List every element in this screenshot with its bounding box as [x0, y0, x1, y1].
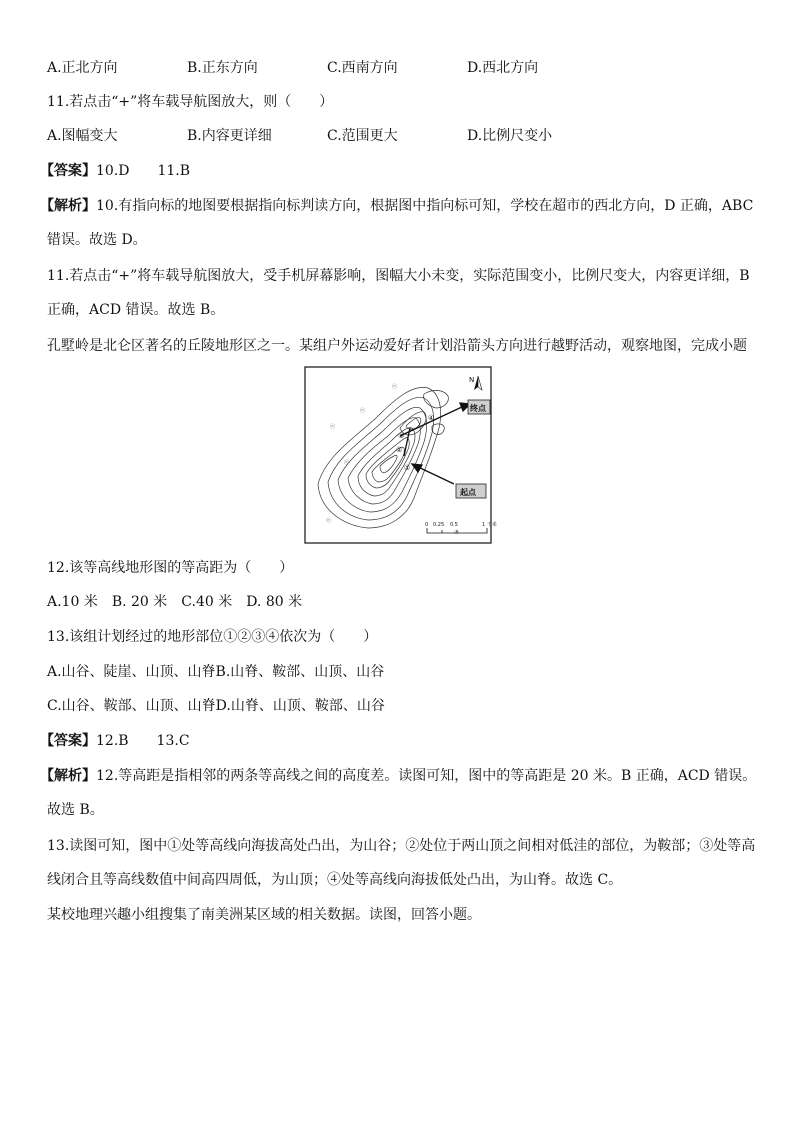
- q10-option-a: A.正北方向: [47, 60, 118, 76]
- point-2: ②: [396, 446, 403, 454]
- q11-option-b: B.内容更详细: [187, 128, 272, 144]
- q10-option-c: C.西南方向: [327, 60, 398, 76]
- svg-text:ⓔ: ⓔ: [392, 384, 398, 390]
- answer-tag: 【答案】: [40, 733, 96, 749]
- analysis-1-line3: 11.若点击“+”将车载导航图放大，受手机屏幕影响，图幅大小未变，实际范围变小，比例尺变大，内容更详细，B: [47, 268, 750, 284]
- scale-tick-05: 0.5: [450, 522, 458, 528]
- north-label: N: [469, 376, 475, 384]
- analysis-1-text: 10.有指向标的地图要根据指向标判读方向，根据图中指向标可知，学校在超市的西北方向，D 正确，ABC: [96, 198, 754, 214]
- analysis-tag: 【解析】: [40, 768, 96, 784]
- point-1: ①: [404, 464, 411, 472]
- analysis-2-text: 12.等高距是指相邻的两条等高线之间的高度差。读图可知，图中的等高距是 20 米。B 正确，ACD 错误。: [96, 768, 757, 784]
- map-frame: [305, 367, 491, 543]
- q11-option-a: A.图幅变大: [47, 128, 118, 144]
- analysis-2-line2: 故选 B。: [47, 802, 104, 818]
- intro-paragraph-2: 某校地理兴趣小组搜集了南美洲某区域的相关数据。读图，回答小题。: [47, 907, 481, 923]
- analysis-2-line1: [40, 767, 756, 785]
- answer-block-1: [40, 162, 190, 180]
- q11-option-c: C.范围更大: [327, 128, 398, 144]
- svg-text:ⓔ: ⓔ: [326, 518, 332, 524]
- answer-block-2: [40, 732, 190, 750]
- svg-text:ⓔ: ⓔ: [344, 460, 350, 466]
- intro-paragraph-1: 孔墅岭是北仑区著名的丘陵地形区之一。某组户外运动爱好者计划沿箭头方向进行越野活动，观察地图，完成小题: [47, 338, 747, 354]
- point-4: ④: [428, 414, 435, 422]
- analysis-1-line1: [40, 197, 753, 215]
- analysis-tag: 【解析】: [40, 198, 96, 214]
- svg-text:ⓔ: ⓔ: [454, 530, 460, 536]
- scale-tick-1km: 1 千米: [482, 522, 497, 528]
- analysis-2-line4: 线闭合且等高线数值中间高四周低，为山顶；④处等高线向海拔低处凸出，为山脊。故选 C。: [47, 872, 623, 888]
- answer-text: 12.B 13.C: [96, 733, 190, 749]
- svg-text:ⓔ: ⓔ: [330, 424, 336, 430]
- answer-tag: 【答案】: [40, 163, 96, 179]
- q13-options-line1: A.山谷、陡崖、山顶、山脊B.山脊、鞍部、山顶、山谷: [47, 664, 385, 680]
- q10-option-d: D.西北方向: [467, 60, 539, 76]
- svg-text:ⓔ: ⓔ: [360, 408, 366, 414]
- analysis-1-line4: 正确，ACD 错误。故选 B。: [47, 302, 225, 318]
- point-3: ③: [398, 432, 405, 440]
- analysis-2-line3: 13.读图可知，图中①处等高线向海拔高处凸出，为山谷；②处位于两山顶之间相对低洼的部位，为鞍部；③处等高: [47, 838, 756, 854]
- analysis-1-line2: 错误。故选 D。: [47, 232, 147, 248]
- q13-options-line2: C.山谷、鞍部、山顶、山脊D.山脊、山顶、鞍部、山谷: [47, 698, 385, 714]
- start-label: 起点: [460, 488, 476, 497]
- q13-stem: 13.该组计划经过的地形部位①②③④依次为（ ）: [47, 629, 378, 645]
- answer-text: 10.D 11.B: [96, 163, 191, 179]
- end-label: 终点: [470, 404, 486, 413]
- q10-option-b: B.正东方向: [187, 60, 258, 76]
- scale-tick-0: 0: [425, 522, 429, 528]
- q11-stem: 11.若点击“+”将车载导航图放大，则（ ）: [47, 94, 334, 110]
- q11-option-d: D.比例尺变小: [467, 128, 553, 144]
- q12-options: A.10 米 B. 20 米 C.40 米 D. 80 米: [47, 594, 303, 610]
- q12-stem: 12.该等高线地形图的等高距为（ ）: [47, 560, 294, 576]
- scale-tick-025: 0.25: [433, 522, 445, 528]
- contour-map: [304, 366, 497, 544]
